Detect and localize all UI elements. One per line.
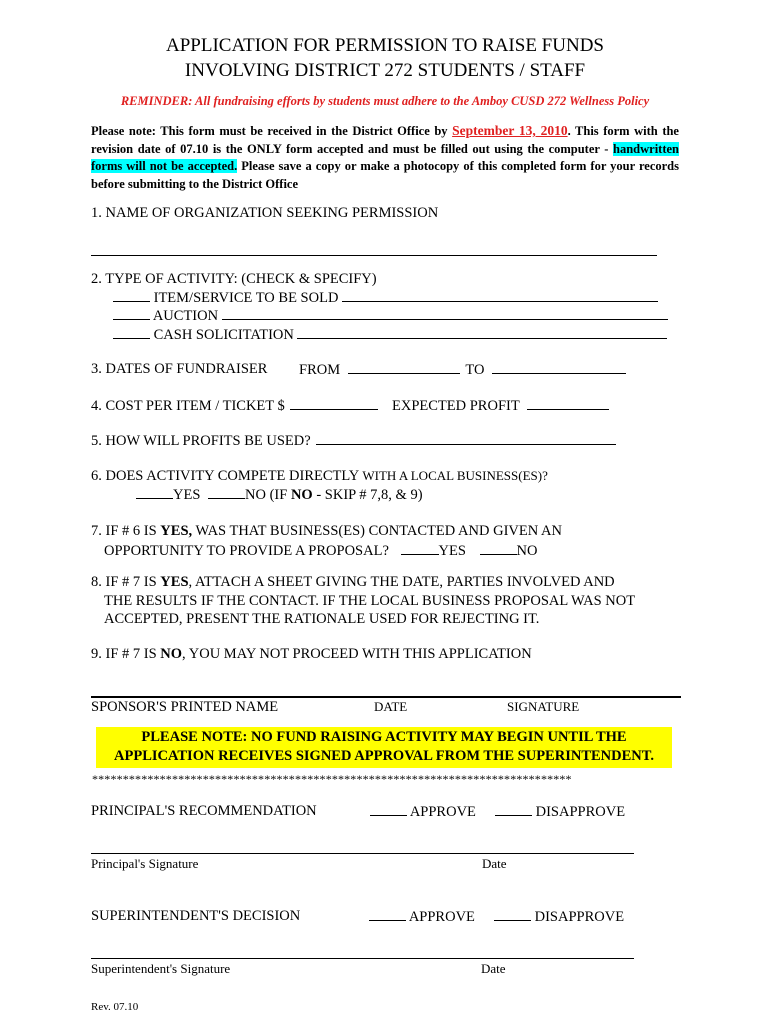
revision-label: Rev. 07.10 bbox=[91, 1001, 139, 1013]
option-auction bbox=[113, 306, 668, 325]
question-4-label: 4. COST PER ITEM / TICKET $ bbox=[91, 398, 285, 414]
superintendent-approve-row bbox=[369, 907, 475, 926]
question-8-line2: THE RESULTS IF THE CONTACT. IF THE LOCAL BUSINESS PROPOSAL WAS NOT bbox=[104, 593, 636, 609]
separator-stars: ****************************************************************************** bbox=[92, 772, 572, 786]
cash-label: CASH SOLICITATION bbox=[153, 327, 294, 343]
principal-disapprove-row bbox=[495, 802, 625, 821]
question-1-label: 1. NAME OF ORGANIZATION SEEKING PERMISSION bbox=[91, 205, 439, 221]
q7-no-field[interactable] bbox=[480, 541, 517, 555]
q6-no-text-c: - SKIP # 7,8, & 9) bbox=[312, 487, 423, 503]
organization-name-field[interactable] bbox=[91, 255, 657, 256]
principal-disapprove-field[interactable] bbox=[495, 802, 532, 816]
principal-approve-label: APPROVE bbox=[409, 804, 476, 820]
q6-yes-label: YES bbox=[173, 487, 201, 503]
note-text-1: Please note: This form must be received in the District Office by bbox=[91, 124, 453, 138]
q8-text-c: , ATTACH A SHEET GIVING THE DATE, PARTIES INVOLVED AND bbox=[188, 574, 615, 590]
to-date-field[interactable] bbox=[492, 360, 626, 374]
principal-approve-field[interactable] bbox=[370, 802, 407, 816]
q7-no-label: NO bbox=[516, 543, 538, 559]
question-7-label bbox=[91, 522, 562, 540]
principal-disapprove-label: DISAPPROVE bbox=[535, 804, 626, 820]
q7-line2-text: OPPORTUNITY TO PROVIDE A PROPOSAL? bbox=[104, 543, 389, 559]
q7-text-b: YES, bbox=[160, 523, 193, 539]
superintendent-approve-label: APPROVE bbox=[408, 909, 475, 925]
auction-specify-field[interactable] bbox=[222, 306, 668, 320]
principal-date-label: Date bbox=[482, 856, 507, 871]
option-cash-solicitation bbox=[113, 325, 667, 344]
superintendent-disapprove-label: DISAPPROVE bbox=[534, 909, 625, 925]
handwritten-warning: handwritten forms will not be accepted. bbox=[91, 141, 679, 173]
q9-text-a: 9. IF # 7 IS bbox=[91, 646, 161, 662]
question-8-label bbox=[91, 573, 615, 591]
superintendent-signature-label: Superintendent's Signature bbox=[91, 961, 231, 976]
q6-yes-field[interactable] bbox=[136, 485, 173, 499]
submission-note bbox=[91, 122, 679, 193]
question-6-answers bbox=[136, 485, 423, 504]
q9-text-c: , YOU MAY NOT PROCEED WITH THIS APPLICATION bbox=[182, 646, 532, 662]
sponsor-name-label: SPONSOR'S PRINTED NAME bbox=[91, 699, 279, 715]
deadline-date: September 13, 2010 bbox=[452, 123, 568, 138]
superintendent-disapprove-field[interactable] bbox=[494, 907, 531, 921]
item-service-check-field[interactable] bbox=[113, 288, 150, 302]
question-6-label bbox=[91, 467, 548, 485]
warning-line1: PLEASE NOTE: NO FUND RAISING ACTIVITY MAY BEGIN UNTIL THE bbox=[141, 729, 627, 745]
q6-no-text-b: NO bbox=[290, 487, 313, 503]
approval-warning-box bbox=[96, 727, 672, 768]
from-date-field[interactable] bbox=[348, 360, 460, 374]
question-8-line3: ACCEPTED, PRESENT THE RATIONALE USED FOR REJECTING IT. bbox=[104, 611, 540, 627]
expected-profit-label: EXPECTED PROFIT bbox=[392, 398, 520, 414]
form-title-line1: APPLICATION FOR PERMISSION TO RAISE FUNDS bbox=[166, 35, 604, 56]
question-3-label: 3. DATES OF FUNDRAISER bbox=[91, 361, 268, 377]
q7-text-a: 7. IF # 6 IS bbox=[91, 523, 161, 539]
question-4-row bbox=[91, 396, 609, 415]
superintendent-disapprove-row bbox=[494, 907, 624, 926]
form-title-line2: INVOLVING DISTRICT 272 STUDENTS / STAFF bbox=[184, 60, 586, 81]
cash-check-field[interactable] bbox=[113, 325, 150, 339]
principal-signature-label: Principal's Signature bbox=[91, 856, 199, 871]
superintendent-signature-line[interactable] bbox=[91, 958, 634, 959]
superintendent-date-label: Date bbox=[481, 961, 506, 976]
from-label: FROM bbox=[299, 362, 341, 378]
item-service-label: ITEM/SERVICE TO BE SOLD bbox=[153, 290, 339, 306]
expected-profit-field[interactable] bbox=[527, 396, 609, 410]
question-9-label bbox=[91, 645, 532, 663]
to-label: TO bbox=[465, 362, 485, 378]
q6-no-text-a: NO (IF bbox=[245, 487, 291, 503]
option-item-service bbox=[113, 288, 658, 307]
cash-specify-field[interactable] bbox=[297, 325, 667, 339]
question-5-label: 5. HOW WILL PROFITS BE USED? bbox=[91, 433, 311, 449]
auction-label: AUCTION bbox=[152, 308, 219, 324]
cost-field[interactable] bbox=[290, 396, 378, 410]
question-2-label: 2. TYPE OF ACTIVITY: (CHECK & SPECIFY) bbox=[91, 271, 377, 287]
superintendent-decision-label: SUPERINTENDENT'S DECISION bbox=[91, 908, 301, 924]
question-5-row bbox=[91, 431, 616, 450]
q6-no-field[interactable] bbox=[208, 485, 245, 499]
q9-text-b: NO bbox=[160, 646, 183, 662]
sponsor-signature-label: SIGNATURE bbox=[507, 699, 580, 714]
principal-approve-row bbox=[370, 802, 476, 821]
dates-row bbox=[299, 360, 626, 379]
q7-yes-field[interactable] bbox=[401, 541, 439, 555]
note-text-2: . This form with the revision date of 07.10 is the ONLY form accepted and must be filled out using the computer - bbox=[91, 124, 679, 156]
sponsor-date-label: DATE bbox=[374, 699, 408, 714]
q7-text-c: WAS THAT BUSINESS(ES) CONTACTED AND GIVEN AN bbox=[192, 523, 562, 539]
auction-check-field[interactable] bbox=[113, 306, 150, 320]
principal-recommendation-label: PRINCIPAL'S RECOMMENDATION bbox=[91, 803, 317, 819]
question-6-text-a: 6. DOES ACTIVITY COMPETE DIRECTLY bbox=[91, 468, 363, 484]
q7-yes-label: YES bbox=[438, 543, 466, 559]
principal-signature-line[interactable] bbox=[91, 853, 634, 854]
question-7-line2 bbox=[104, 541, 537, 560]
q8-text-a: 8. IF # 7 IS bbox=[91, 574, 161, 590]
warning-line2: APPLICATION RECEIVES SIGNED APPROVAL FROM THE SUPERINTENDENT. bbox=[114, 748, 654, 764]
note-text-3: Please save a copy or make a photocopy of this completed form for your records before submitting to the District Office bbox=[91, 159, 679, 191]
profits-use-field[interactable] bbox=[316, 431, 616, 445]
item-service-specify-field[interactable] bbox=[342, 288, 658, 302]
superintendent-approve-field[interactable] bbox=[369, 907, 406, 921]
question-6-text-b: WITH A LOCAL BUSINESS(ES)? bbox=[362, 468, 548, 483]
wellness-reminder: REMINDER: All fundraising efforts by students must adhere to the Amboy CUSD 272 Wellness Policy bbox=[120, 94, 650, 108]
q8-text-b: YES bbox=[160, 574, 189, 590]
